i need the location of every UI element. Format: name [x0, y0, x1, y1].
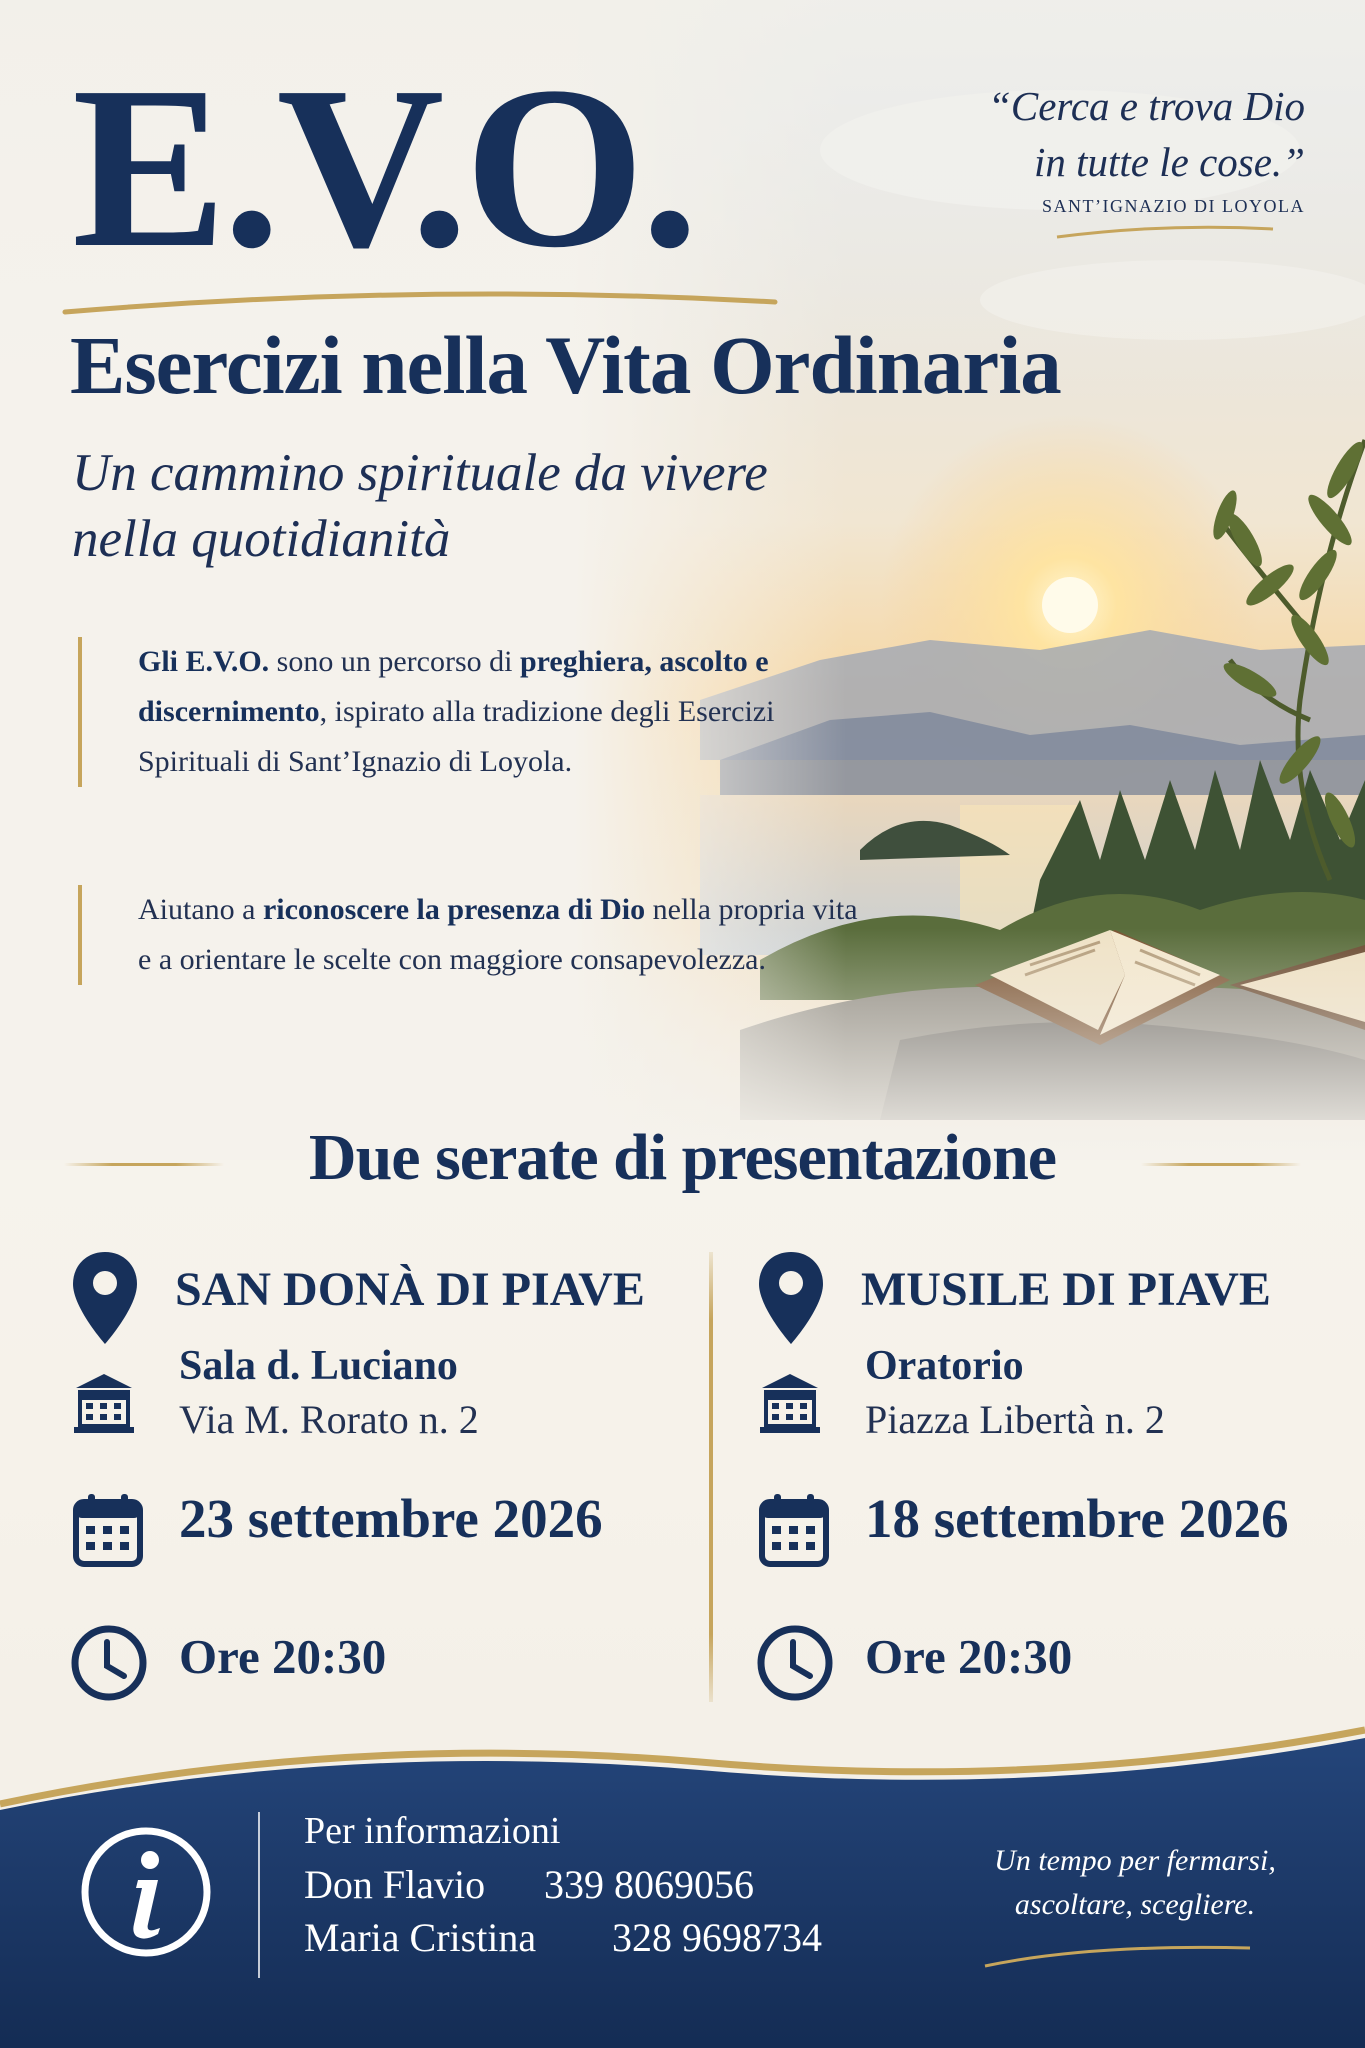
- events-divider: [709, 1252, 713, 1702]
- quote-author: SANT’IGNAZIO DI LOYOLA: [1042, 196, 1305, 216]
- contact-phone[interactable]: 328 9698734: [612, 1915, 822, 1960]
- events-title: Due serate di presentazione: [308, 1121, 1057, 1194]
- event-venue: Oratorio: [865, 1343, 1024, 1389]
- heading-rule-right: [1141, 1163, 1301, 1166]
- contact-row: [304, 1914, 822, 1961]
- event-city: MUSILE DI PIAVE: [861, 1263, 1271, 1316]
- intro-paragraph-2: [78, 885, 878, 985]
- map-pin-icon: [756, 1250, 826, 1346]
- event-card-musile: [746, 1240, 1346, 1710]
- event-date: 23 settembre 2026: [179, 1488, 603, 1549]
- building-icon: [758, 1370, 822, 1434]
- acronym-title: E.V.O.: [72, 39, 695, 296]
- intro-1-part-2: sono un percorso di: [269, 645, 520, 678]
- event-card-san-dona: [60, 1240, 660, 1710]
- intro-2-part-3: nella propria vita e a orientare le scelte con maggiore consapevolezza.: [138, 893, 858, 976]
- calendar-icon: [72, 1492, 144, 1568]
- intro-2-part-1: Aiutano a: [138, 893, 263, 926]
- clock-icon: [70, 1624, 148, 1702]
- info-icon: [78, 1824, 214, 1960]
- main-title: Esercizi nella Vita Ordinaria: [70, 319, 1061, 411]
- quote-block: [920, 78, 1305, 241]
- info-label: Per informazioni: [304, 1810, 561, 1852]
- event-city: SAN DONÀ DI PIAVE: [175, 1263, 645, 1316]
- event-time: Ore 20:30: [865, 1629, 1073, 1684]
- clock-icon: [756, 1624, 834, 1702]
- subtitle: Un cammino spirituale da vivere nella quotidianità: [72, 444, 768, 568]
- footer-divider: [258, 1812, 260, 1978]
- contact-phone[interactable]: 339 8069056: [544, 1862, 754, 1907]
- intro-1-part-4: , ispirato alla tradizione degli Esercizi Spirituali di Sant’Ignazio di Loyola.: [138, 695, 775, 778]
- contact-name: Maria Cristina: [304, 1915, 537, 1960]
- intro-paragraph-1: [78, 637, 878, 787]
- quote-gold-swash: [1055, 221, 1275, 241]
- building-icon: [72, 1370, 136, 1434]
- footer-tagline: Un tempo per fermarsi, ascoltare, scegliere.: [994, 1844, 1276, 1921]
- quote-text: “Cerca e trova Dio in tutte le cose.”: [988, 83, 1305, 185]
- intro-1-part-1: Gli E.V.O.: [138, 645, 270, 678]
- event-time: Ore 20:30: [179, 1629, 387, 1684]
- intro-2-part-2: riconoscere la presenza di Dio: [262, 893, 646, 926]
- contact-row: [304, 1861, 754, 1908]
- event-venue: Sala d. Luciano: [179, 1343, 458, 1389]
- calendar-icon: [758, 1492, 830, 1568]
- event-address: Piazza Libertà n. 2: [865, 1397, 1165, 1442]
- map-pin-icon: [70, 1250, 140, 1346]
- footer: [0, 1800, 1365, 2048]
- event-address: Via M. Rorato n. 2: [179, 1397, 479, 1442]
- events-heading: [64, 1120, 1301, 1206]
- event-date: 18 settembre 2026: [865, 1488, 1289, 1549]
- contact-name: Don Flavio: [304, 1862, 486, 1907]
- intro-1-part-3: preghiera, ascolto e discernimento: [138, 645, 769, 728]
- title-gold-swash: [60, 280, 780, 320]
